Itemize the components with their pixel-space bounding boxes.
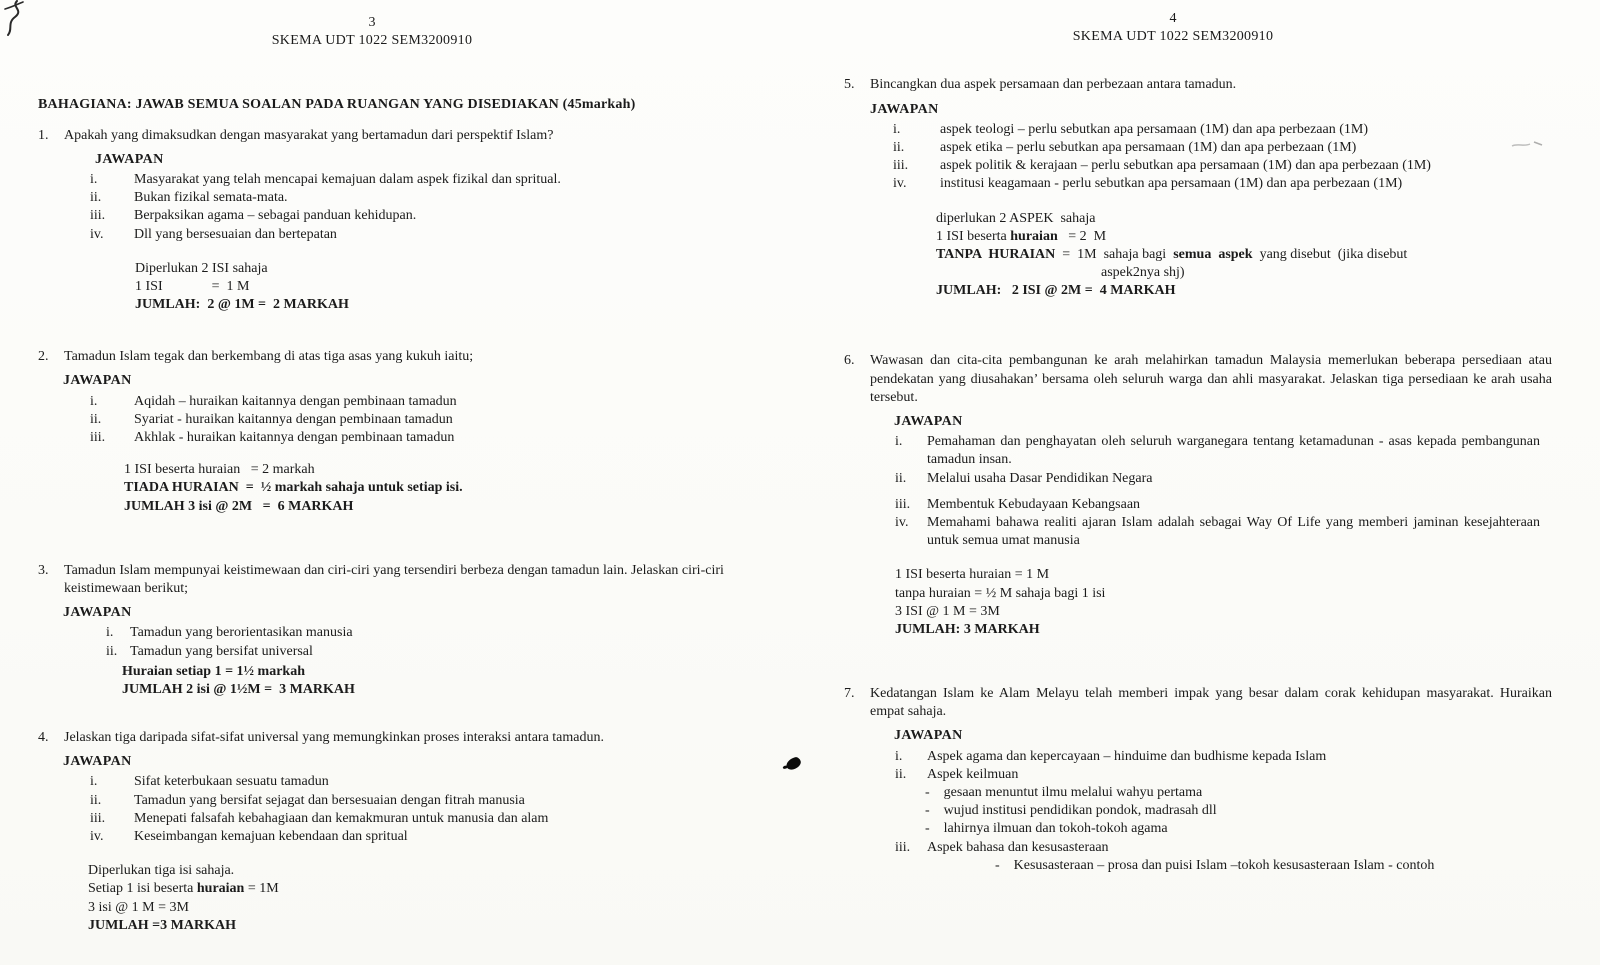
- question-6: [844, 352, 1552, 639]
- answer-item: [895, 514, 1552, 550]
- answer-item-numeral: i.: [90, 393, 98, 409]
- marks-notes: [124, 461, 756, 516]
- answer-list: [38, 773, 756, 846]
- answer-item-text: Pemahaman dan penghayatan oleh seluruh warganegara tentang ketamadunan - asas kepada pembangunan tamadun insan.: [927, 434, 1540, 468]
- answer-item: [893, 121, 1552, 139]
- answer-item: [895, 470, 1552, 488]
- marks-note-continuation: aspek2nya shj): [1101, 265, 1185, 281]
- answer-item-text: Memahami bahawa realiti ajaran Islam adalah sebagai Way Of Life yang memberi jaminan kesejahteraan untuk semua umat manusia: [927, 514, 1540, 549]
- sub-answer-item: - Kesusasteraan – prosa dan puisi Islam –tokoh kesusasteraan Islam - contoh: [995, 857, 1435, 873]
- answer-item: [895, 748, 1552, 766]
- answer-item-numeral: iv.: [90, 226, 104, 242]
- answer-item-text: Keseimbangan kemajuan kebendaan dan spritual: [134, 829, 408, 844]
- question-2-line: [38, 348, 756, 366]
- scheme-header: SKEMA UDT 1022 SEM3200910: [271, 33, 473, 49]
- answer-item-numeral: i.: [90, 774, 98, 790]
- answer-item: [90, 226, 756, 244]
- answer-item: [90, 810, 756, 828]
- marks-total: JUMLAH: 2 @ 1M = 2 MARKAH: [135, 297, 349, 313]
- page-number: 3: [368, 15, 376, 30]
- answer-item-text: Tamadun yang bersifat sejagat dan bersesuaian dengan fitrah manusia: [134, 792, 525, 808]
- answer-label: JAWAPAN: [63, 605, 132, 621]
- page-header: [819, 10, 1527, 46]
- answer-item: [893, 157, 1552, 175]
- answer-label: JAWAPAN: [95, 151, 164, 167]
- answer-item: [90, 393, 756, 411]
- answer-item-numeral: i.: [895, 434, 903, 450]
- answer-item-numeral: ii.: [90, 792, 102, 808]
- answer-item-numeral: iv.: [90, 829, 104, 844]
- answer-item-text: Aspek bahasa dan kesusasteraan: [927, 839, 1109, 855]
- answer-item: [106, 624, 756, 642]
- marks-note: Huraian setiap 1 = 1½ markah: [122, 663, 305, 679]
- marks-notes: [88, 862, 756, 935]
- answer-item: [90, 828, 756, 846]
- marks-total: JUMLAH =3 MARKAH: [88, 917, 236, 933]
- marks-notes: [135, 260, 756, 315]
- answer-item: [893, 175, 1552, 193]
- answer-label: JAWAPAN: [870, 101, 939, 117]
- answer-item-numeral: ii.: [893, 139, 905, 155]
- question-2: [38, 348, 756, 516]
- answer-list: [844, 433, 1552, 550]
- answer-item-numeral: i.: [90, 171, 98, 187]
- question-7: [844, 685, 1552, 875]
- note-segment: = 1M sahaja bagi: [1055, 246, 1174, 262]
- marks-note: [936, 228, 1552, 246]
- answer-item-numeral: ii.: [106, 643, 118, 659]
- answer-item: [90, 207, 756, 225]
- answer-item-text: Aspek agama dan kepercayaan – hinduime dan budhisme kepada Islam: [927, 748, 1327, 764]
- answer-item: [90, 171, 756, 189]
- answer-item-numeral: iii.: [90, 810, 106, 826]
- answer-item-text: Aspek keilmuan: [927, 766, 1019, 782]
- answer-item: [106, 643, 756, 661]
- answer-item-numeral: iii.: [90, 430, 106, 445]
- marks-total: JUMLAH 2 isi @ 1½M = 3 MARKAH: [122, 681, 355, 697]
- scheme-header: SKEMA UDT 1022 SEM3200910: [1072, 29, 1274, 45]
- question-text: Apakah yang dimaksudkan dengan masyarakat yang bertamadun dari perspektif Islam?: [64, 127, 554, 143]
- marks-notes: [122, 663, 756, 699]
- answer-list: [38, 624, 756, 660]
- marks-note: TIADA HURAIAN = ½ markah sahaja untuk setiap isi.: [124, 480, 463, 496]
- question-6-line: [844, 352, 1552, 407]
- note-segment: Setiap 1 isi beserta: [88, 881, 197, 897]
- answer-item-text: Berpaksikan agama – sebagai panduan kehidupan.: [134, 208, 417, 224]
- page-4: [800, 0, 1600, 965]
- sub-answer-item: - wujud institusi pendidikan pondok, madrasah dll: [925, 803, 1217, 819]
- question-number: 4.: [38, 730, 49, 746]
- sub-answer-list: [844, 784, 1552, 839]
- question-number: 5.: [844, 77, 855, 93]
- marks-note: Diperlukan tiga isi sahaja.: [88, 863, 235, 879]
- answer-item: [893, 139, 1552, 157]
- answer-label: JAWAPAN: [894, 728, 963, 744]
- page-number: 4: [1169, 11, 1177, 26]
- marks-note: 1 ISI beserta huraian = 1 M: [895, 567, 1050, 583]
- answer-item-text: Menepati falsafah kebahagiaan dan kemakmuran untuk manusia dan alam: [134, 810, 549, 826]
- question-1: [38, 127, 756, 315]
- answer-item-text: Aqidah – huraikan kaitannya dengan pembinaan tamadun: [134, 393, 457, 409]
- answer-item: [90, 429, 756, 447]
- answer-item-text: Tamadun yang bersifat universal: [130, 643, 313, 659]
- answer-label: JAWAPAN: [63, 754, 132, 770]
- answer-item-text: Melalui usaha Dasar Pendidikan Negara: [927, 470, 1153, 486]
- answer-label: JAWAPAN: [894, 414, 963, 429]
- question-text: Jelaskan tiga daripada sifat-sifat universal yang memungkinkan proses interaksi antara tamadun.: [64, 730, 604, 746]
- marks-note: tanpa huraian = ½ M sahaja bagi 1 isi: [895, 585, 1106, 601]
- answer-item: [895, 496, 1552, 514]
- question-number: 2.: [38, 349, 49, 365]
- question-number: 3.: [38, 562, 49, 578]
- answer-list: [38, 393, 756, 448]
- question-1-line: [38, 127, 756, 145]
- answer-list: [844, 748, 1552, 875]
- marks-total: JUMLAH: 2 ISI @ 2M = 4 MARKAH: [936, 283, 1176, 299]
- answer-item-text: aspek etika – perlu sebutkan apa persamaan (1M) dan apa perbezaan (1M): [940, 139, 1357, 155]
- marks-notes: [936, 210, 1552, 301]
- marks-note: [88, 880, 756, 898]
- answer-item: [895, 766, 1552, 784]
- question-text: Kedatangan Islam ke Alam Melayu telah memberi impak yang besar dalam corak kehidupan masyarakat. Huraikan empat sahaja.: [870, 686, 1552, 720]
- question-text: Wawasan dan cita-cita pembangunan ke arah melahirkan tamadun Malaysia memerlukan beberapa persediaan atau pendekatan yang diusahakan’ bersama oleh seluruh warga dan ahli masyarakat. Jelaskan tiga persediaan ke arah usaha tersebut.: [870, 353, 1552, 405]
- note-segment-bold: semua aspek: [1173, 246, 1253, 262]
- page-header: [13, 14, 731, 50]
- question-text: Bincangkan dua aspek persamaan dan perbezaan antara tamadun.: [870, 77, 1237, 93]
- answer-list: [844, 121, 1552, 194]
- question-3-line: [38, 562, 756, 598]
- question-text: Tamadun Islam tegak dan berkembang di atas tiga asas yang kukuh iaitu;: [64, 349, 474, 365]
- answer-item-numeral: iv.: [893, 176, 907, 192]
- note-segment-bold: huraian: [196, 881, 245, 897]
- note-segment: yang disebut (jika disebut: [1252, 246, 1408, 262]
- answer-item: [895, 839, 1552, 857]
- marks-note: Diperlukan 2 ISI sahaja: [135, 260, 268, 276]
- marks-notes: [895, 566, 1552, 639]
- marks-note: 3 isi @ 1 M = 3M: [88, 899, 189, 915]
- sub-answer-list: [914, 857, 1552, 875]
- question-4: [38, 729, 756, 935]
- note-segment: = 1M: [244, 881, 279, 897]
- sub-answer-item: - gesaan menuntut ilmu melalui wahyu pertama: [925, 785, 1203, 800]
- marks-note: [936, 246, 1552, 264]
- answer-item-text: Sifat keterbukaan sesuatu tamadun: [134, 774, 329, 790]
- question-text: Tamadun Islam mempunyai keistimewaan dan ciri-ciri yang tersendiri berbeza dengan tamadun lain. Jelaskan ciri-ciri keistimewaan berikut;: [64, 562, 724, 596]
- question-7-line: [844, 685, 1552, 721]
- note-segment-bold: huraian: [1010, 228, 1058, 244]
- question-number: 6.: [844, 353, 855, 369]
- answer-item-text: Masyarakat yang telah mencapai kemajuan dalam aspek fizikal dan spritual.: [134, 171, 561, 187]
- question-5-line: [844, 76, 1552, 94]
- answer-item-text: Tamadun yang berorientasikan manusia: [130, 625, 353, 641]
- marks-note: 1 ISI beserta huraian = 2 markah: [124, 462, 315, 478]
- answer-item: [90, 773, 756, 791]
- question-number: 1.: [38, 127, 49, 143]
- answer-item-numeral: iii.: [90, 208, 106, 224]
- note-segment: = 2 M: [1057, 228, 1107, 244]
- note-segment-bold: TANPA HURAIAN: [936, 246, 1056, 262]
- question-4-line: [38, 729, 756, 747]
- answer-item-numeral: iii.: [893, 158, 909, 174]
- answer-item-text: aspek teologi – perlu sebutkan apa persamaan (1M) dan apa perbezaan (1M): [940, 121, 1368, 137]
- answer-item-numeral: ii.: [895, 470, 907, 486]
- question-5: [844, 76, 1552, 300]
- question-3: [38, 562, 756, 699]
- answer-item: [90, 792, 756, 810]
- answer-item-numeral: i.: [895, 748, 903, 764]
- answer-item-numeral: ii.: [90, 411, 102, 427]
- answer-item-numeral: iii.: [895, 839, 911, 855]
- marks-note: 3 ISI @ 1 M = 3M: [895, 603, 1000, 619]
- answer-item-numeral: ii.: [895, 766, 907, 782]
- section-instruction: BAHAGIANA: JAWAB SEMUA SOALAN PADA RUANGAN YANG DISEDIAKAN (45markah): [38, 97, 636, 113]
- answer-item-numeral: i.: [106, 625, 114, 641]
- answer-item: [895, 433, 1552, 469]
- note-segment: 1 ISI beserta: [936, 228, 1011, 244]
- answer-item-text: Bukan fizikal semata-mata.: [134, 190, 288, 206]
- answer-item-text: Syariat - huraikan kaitannya dengan pembinaan tamadun: [134, 411, 453, 427]
- answer-item-text: Membentuk Kebudayaan Kebangsaan: [927, 496, 1141, 512]
- answer-item-numeral: i.: [893, 121, 901, 137]
- answer-item-text: Dll yang bersesuaian dan bertepatan: [134, 226, 337, 242]
- question-number: 7.: [844, 686, 855, 702]
- marks-note: diperlukan 2 ASPEK sahaja: [936, 210, 1096, 226]
- answer-item-text: institusi keagamaan - perlu sebutkan apa persamaan (1M) dan apa perbezaan (1M): [940, 176, 1403, 192]
- marks-note: 1 ISI = 1 M: [135, 278, 250, 294]
- answer-list: [38, 171, 756, 244]
- answer-item-numeral: ii.: [90, 190, 102, 206]
- answer-item: [90, 411, 756, 429]
- answer-label: JAWAPAN: [63, 373, 132, 389]
- marks-total: JUMLAH 3 isi @ 2M = 6 MARKAH: [124, 498, 354, 514]
- answer-item: [90, 189, 756, 207]
- answer-item-text: Akhlak - huraikan kaitannya dengan pembinaan tamadun: [134, 430, 455, 445]
- answer-item-text: aspek politik & kerajaan – perlu sebutkan apa persamaan (1M) dan apa perbezaan (1M): [940, 158, 1431, 174]
- sub-answer-item: - lahirnya ilmuan dan tokoh-tokoh agama: [925, 821, 1168, 837]
- answer-item-numeral: iii.: [895, 496, 911, 512]
- marks-total: JUMLAH: 3 MARKAH: [895, 621, 1040, 637]
- answer-item-numeral: iv.: [895, 514, 909, 530]
